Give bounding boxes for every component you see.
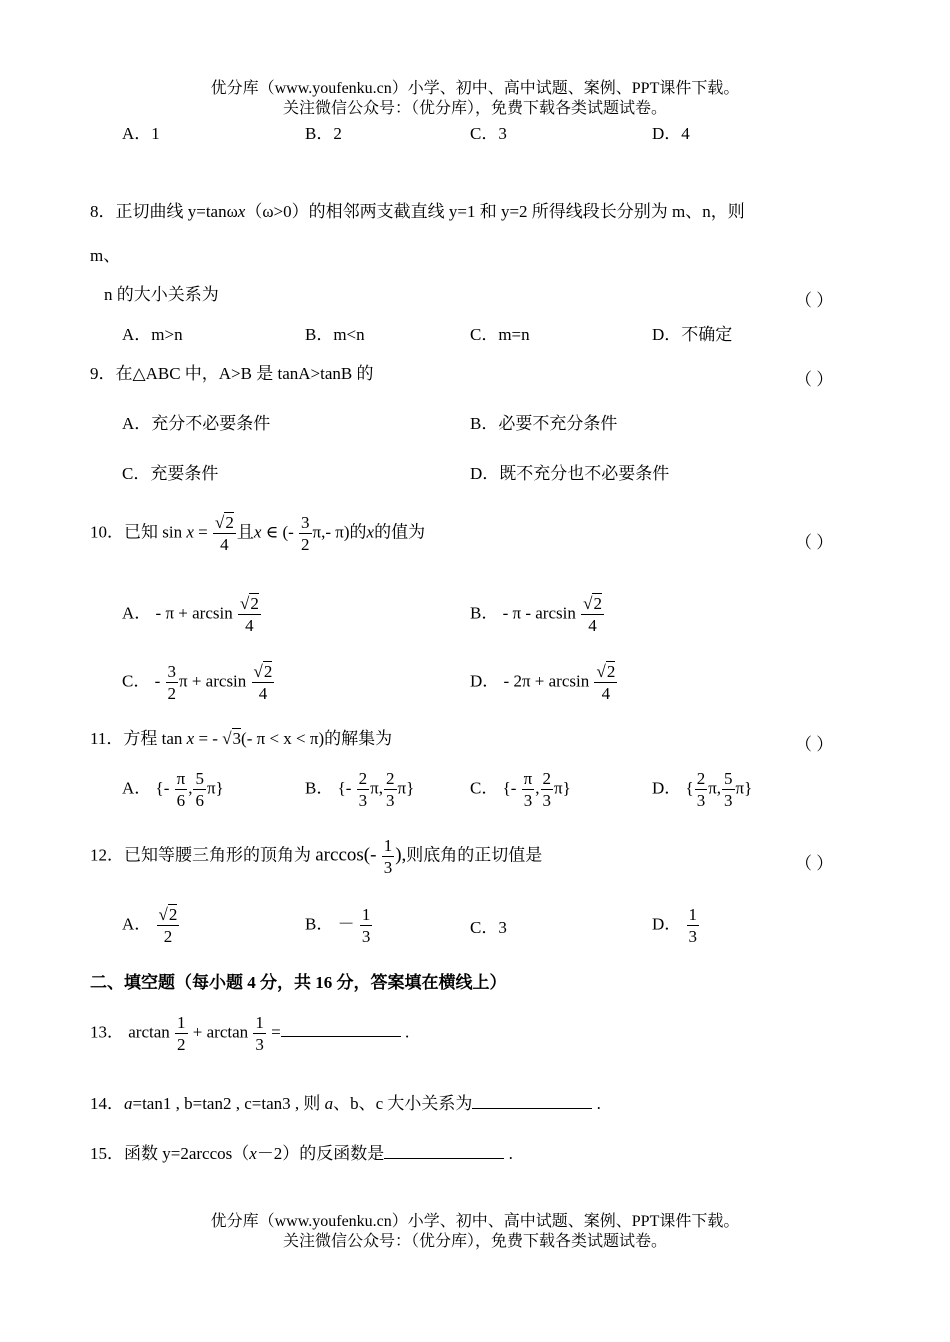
q8-text-3: m、 <box>90 246 121 265</box>
q10-pre: 已知 <box>124 522 158 542</box>
q11-option-d: D． { $\frac{2}{3}$ π, $\frac{5}{3}$ π} <box>652 769 753 810</box>
q10-option-a: A． - π + arcsin $\frac{√2}{4}$ <box>122 594 259 635</box>
q11-answer-paren: （ ） <box>795 735 834 754</box>
q8-text-4: n 的大小关系为 <box>104 285 219 304</box>
q7-option-d: D．4 <box>652 124 690 143</box>
q8-option-b: B．m<n <box>305 325 365 344</box>
q12-answer-paren: （ ） <box>795 854 834 873</box>
header-line-1: 优分库（www.youfenku.cn）小学、初中、高中试题、案例、PPT课件下载。 <box>210 80 740 97</box>
q12-stem: 12．已知等腰三角形的顶角为 arccos(- $\frac{1}{3}$ ),则底角的正切值是 <box>90 836 543 877</box>
q10-option-c: C． - $\frac{3}{2}$ π + arcsin $\frac{√2}{4}$ <box>122 662 273 703</box>
q9-option-c: C．充要条件 <box>122 464 219 483</box>
q10-number: 10． <box>90 522 124 542</box>
q8-text-1: 正切曲线 y=tanω <box>115 202 238 221</box>
q11-option-b: B． {- $\frac{2}{3}$ π, $\frac{2}{3}$ π} <box>305 769 415 810</box>
q13-answer-blank[interactable] <box>281 1021 401 1037</box>
q10-post-2: 的值为 <box>374 522 426 542</box>
q10-fraction-3-over-2: $\frac{3}{2}$ <box>301 513 310 554</box>
q12-option-b: B． － $\frac{1}{3}$ <box>305 905 371 946</box>
q10-pi-tail: π,- π) <box>312 522 350 542</box>
q10-sin: sin <box>162 522 183 542</box>
q7-option-b: B．2 <box>305 124 342 143</box>
q14-answer-blank[interactable] <box>472 1093 592 1109</box>
q11-option-c: C． {- $\frac{\pi}{3}$ , $\frac{2}{3}$ π} <box>470 769 571 810</box>
q9-stem <box>90 365 373 382</box>
q9-text: 在△ABC 中，A>B 是 tanA>tanB 的 <box>115 364 374 383</box>
q12-option-a: A． $\frac{√2}{2}$ <box>122 905 178 946</box>
q8-option-d: D．不确定 <box>652 325 733 344</box>
q10-answer-paren: （ ） <box>795 533 834 552</box>
q11-stem: 11．方程 tan x = - √3(- π < x < π)的解集为 <box>90 729 393 748</box>
q9-number: 9． <box>90 364 116 383</box>
q10-fraction-sqrt2-over-4: $\frac{√2}{4}$ <box>214 513 234 554</box>
q8-option-c: C．m=n <box>470 325 530 344</box>
q14-stem: 14．a=tan1 , b=tan2 , c=tan3 , 则 a、b、c 大小关系为 . <box>90 1094 601 1113</box>
q9-option-a: A．充分不必要条件 <box>122 414 271 433</box>
q9-answer-paren: （ ） <box>795 370 834 389</box>
q10-in: ∈ (- <box>265 522 294 542</box>
q12-option-d: D． $\frac{1}{3}$ <box>652 905 698 946</box>
q9-option-d: D．既不充分也不必要条件 <box>470 464 670 483</box>
q8-text-2: （ω>0）的相邻两支截直线 y=1 和 y=2 所得线段长分别为 m、n，则 <box>245 202 745 221</box>
q7-option-a: A．1 <box>122 124 160 143</box>
q10-x: x <box>186 522 194 542</box>
q15-stem: 15．函数 y=2arccos（x－2）的反函数是 . <box>90 1144 513 1163</box>
q8-option-a: A．m>n <box>122 325 183 344</box>
q8-var-x: x <box>237 202 246 221</box>
q12-option-c: C．3 <box>470 918 507 937</box>
q10-option-b: B． - π - arcsin $\frac{√2}{4}$ <box>470 594 602 635</box>
footer-line-2: 关注微信公众号：（优分库），免费下载各类试题试卷。 <box>282 1233 667 1250</box>
q8-number: 8． <box>90 202 116 221</box>
q15-answer-blank[interactable] <box>384 1143 504 1159</box>
q11-option-a: A． {- $\frac{\pi}{6}$ , $\frac{5}{6}$ π} <box>122 769 224 810</box>
q9-option-b: B．必要不充分条件 <box>470 414 618 433</box>
q10-post: 的 <box>349 522 367 542</box>
q7-option-c: C．3 <box>470 124 507 143</box>
q8-answer-paren: （ ） <box>795 291 834 310</box>
q13-stem: 13． arctan $\frac{1}{2}$ + arctan $\frac{1}{3}$ = . <box>90 1013 410 1054</box>
section-2-title: 二、填空题（每小题 4 分，共 16 分，答案填在横线上） <box>90 973 507 992</box>
q10-option-d: D． - 2π + arcsin $\frac{√2}{4}$ <box>470 662 616 703</box>
q10-eq: = <box>198 522 208 542</box>
q10-stem: 10．已知 sin x = $\frac{√2}{4}$ 且x ∈ (- $\frac{3}{2}$ π,- π)的x的值为 <box>90 513 426 554</box>
q8-stem <box>90 203 745 220</box>
footer-line-1: 优分库（www.youfenku.cn）小学、初中、高中试题、案例、PPT课件下载。 <box>210 1213 740 1230</box>
header-line-2: 关注微信公众号：（优分库），免费下载各类试题试卷。 <box>282 100 667 117</box>
q10-qie: 且 <box>236 522 254 542</box>
